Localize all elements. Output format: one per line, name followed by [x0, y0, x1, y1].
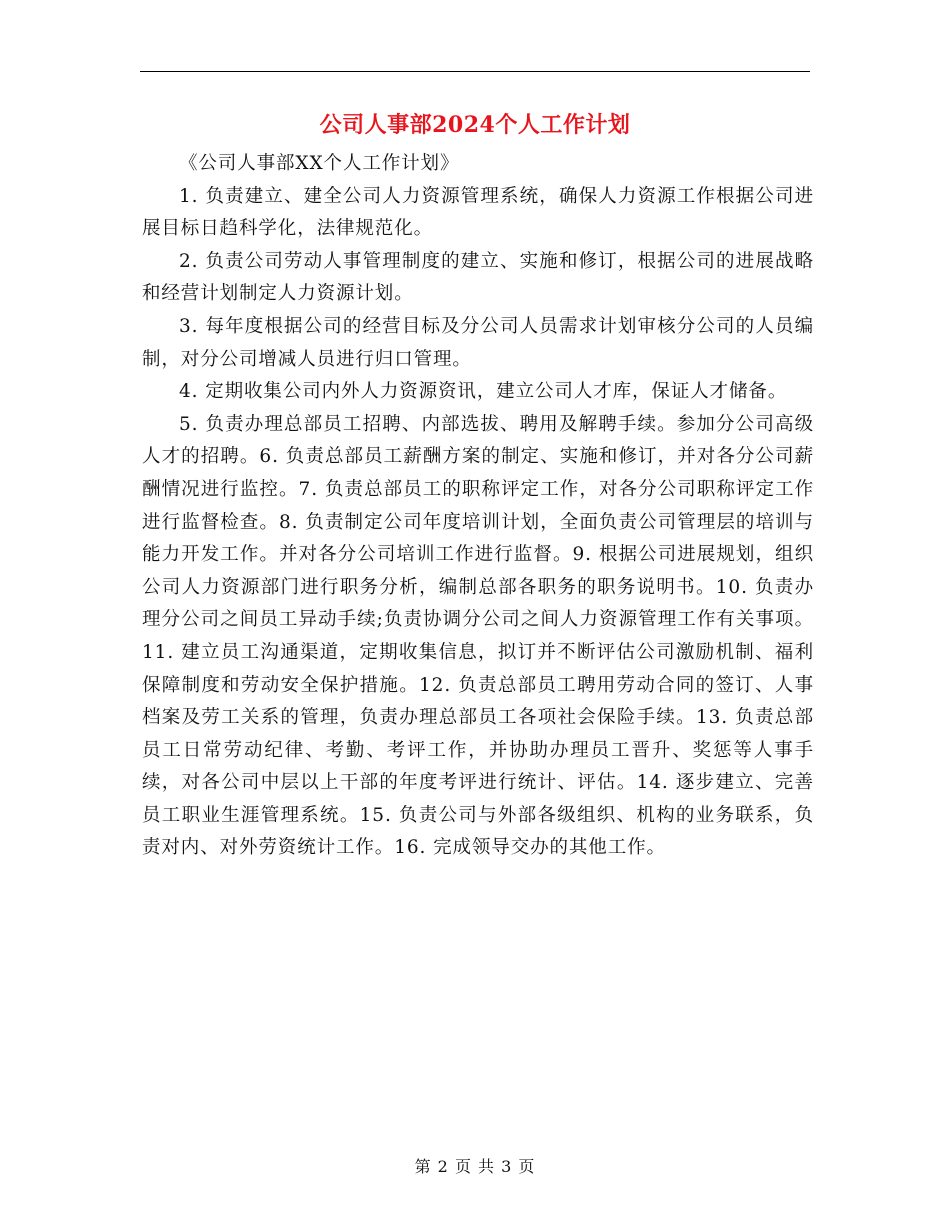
paragraph-item-2: 2. 负责公司劳动人事管理制度的建立、实施和修订，根据公司的进展战略和经营计划制定人力资源计划。 — [142, 250, 814, 305]
paragraph-item-4: 4. 定期收集公司内外人力资源资讯，建立公司人才库，保证人才储备。 — [179, 381, 788, 403]
paragraph-items-5-16: 5. 负责办理总部员工招聘、内部选拔、聘用及解聘手续。参加分公司高级人才的招聘。6. 负责总部员工薪酬方案的制定、实施和修订，并对各分公司薪酬情况进行监控。7. 负责总部员工的职称评定工作，对各分公司职称评定工作进行监督检查。8. 负责制定公司年度培训计划，全面负责公司管理层的培训与能力开发工作。并对各分公司培训工作进行监督。9. 根据公司进展规划，组织公司人力资源部门进行职务分析，编制总部各职务的职务说明书。10. 负责办理分公司之间员工异动手续;负责协调分公司之间人力资源管理工作有关事项。11. 建立员工沟通渠道，定期收集信息，拟订并不断评估公司激励机制、福利保障制度和劳动安全保护措施。12. 负责总部员工聘用劳动合同的签订、人事档案及劳工关系的管理，负责办理总部员工各项社会保险手续。13. 负责总部员工日常劳动纪律、考勤、考评工作，并协助办理员工晋升、奖惩等人事手续，对各公司中层以上干部的年度考评进行统计、评估。14. 逐步建立、完善员工职业生涯管理系统。15. 负责公司与外部各级组织、机构的业务联系，负责对内、对外劳资统计工作。16. 完成领导交办的其他工作。 — [142, 413, 814, 859]
document-body — [142, 148, 814, 865]
paragraph-item-1: 1. 负责建立、建全公司人力资源管理系统，确保人力资源工作根据公司进展目标日趋科学化，法律规范化。 — [142, 185, 814, 240]
header-rule — [140, 71, 810, 72]
paragraph-subtitle: 《公司人事部XX个人工作计划》 — [179, 153, 460, 174]
page-footer — [0, 1154, 950, 1177]
document-title: 公司人事部2024个人工作计划 — [319, 112, 631, 138]
page-number-label: 第 2 页 共 3 页 — [414, 1157, 536, 1176]
paragraph-item-3: 3. 每年度根据公司的经营目标及分公司人员需求计划审核分公司的人员编制，对分公司增减人员进行归口管理。 — [142, 315, 814, 370]
